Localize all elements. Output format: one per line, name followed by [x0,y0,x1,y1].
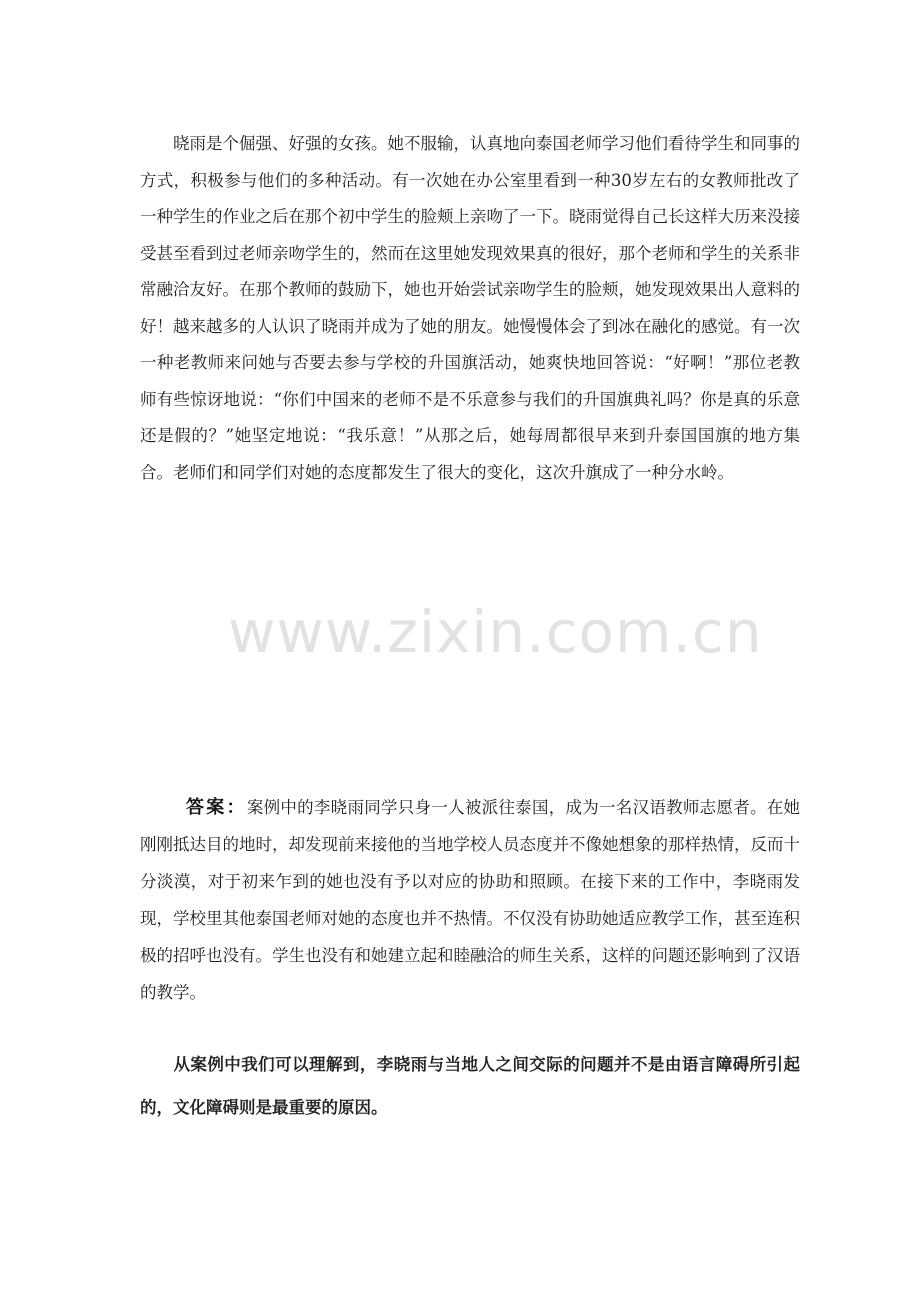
conclusion-paragraph [140,1043,800,1129]
story-text: 晓雨是个倔强、好强的女孩。她不服输，认真地向泰国老师学习他们看待学生和同事的方式，积极参与他们的多种活动。有一次她在办公室里看到一种30岁左右的女教师批改了一种学生的作业之后在那个初中学生的脸颊上亲吻了一下。晓雨觉得自己长这样大历来没接受甚至看到过老师亲吻学生的，然而在这里她发现效果真的很好，那个老师和学生的关系非常融洽友好。在那个教师的鼓励下，她也开始尝试亲吻学生的脸颊，她发现效果出人意料的好！越来越多的人认识了晓雨并成为了她的朋友。她慢慢体会了到冰在融化的感觉。有一次一种老教师来问她与否要去参与学校的升国旗活动，她爽快地回答说：“好啊！”那位老教师有些惊讶地说：“你们中国来的老师不是不乐意参与我们的升国旗典礼吗？你是真的乐意还是假的？”她坚定地说：“我乐意！”从那之后，她每周都很早来到升泰国国旗的地方集合。老师们和同学们对她的态度都发生了很大的变化，这次升旗成了一种分水岭。 [140,134,800,482]
watermark: www.zixin.com.cn [228,598,763,666]
answer-label: 答案： [186,797,247,818]
answer-paragraph [140,789,800,1011]
answer-text: 案例中的李晓雨同学只身一人被派往泰国，成为一名汉语教师志愿者。在她刚刚抵达目的地时，却发现前来接他的当地学校人员态度并不像她想象的那样热情，反而十分淡漠，对于初来乍到的她也没有予以对应的协助和照顾。在接下来的工作中，李晓雨发现，学校里其他泰国老师对她的态度也并不热情。不仅没有协助她适应教学工作，甚至连积极的招呼也没有。学生也没有和她建立起和睦融洽的师生关系，这样的问题还影响到了汉语的教学。 [140,798,801,1002]
story-paragraph [140,126,800,491]
conclusion-text: 从案例中我们可以理解到，李晓雨与当地人之间交际的问题并不是由语言障碍所引起的，文化障碍则是最重要的原因。 [140,1055,800,1117]
